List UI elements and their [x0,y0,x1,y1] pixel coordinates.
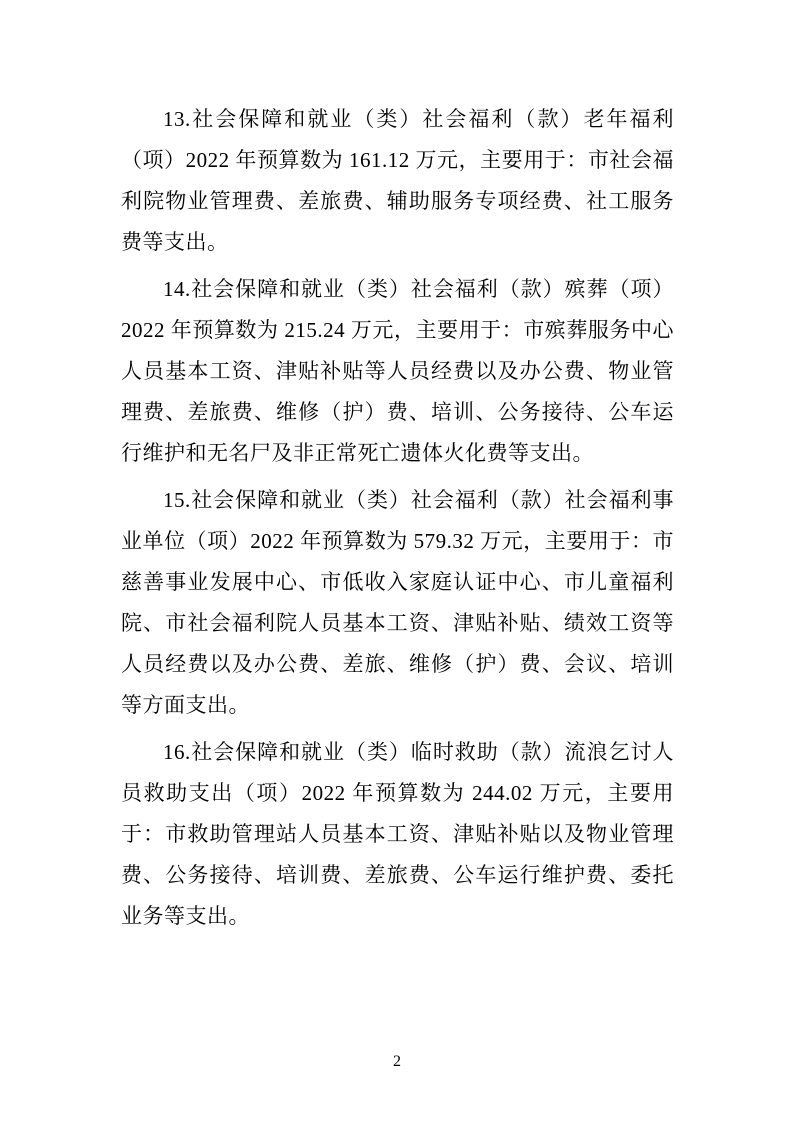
paragraph-item-16: 16.社会保障和就业（类）临时救助（款）流浪乞讨人员救助支出（项）2022 年预算数为 244.02 万元，主要用于：市救助管理站人员基本工资、津贴补贴以及物业管理费、公务接待、培训费、差旅费、公车运行维护费、委托业务等支出。 [121,740,674,928]
paragraph-item-15: 15.社会保障和就业（类）社会福利（款）社会福利事业单位（项）2022 年预算数为 579.32 万元，主要用于：市慈善事业发展中心、市低收入家庭认证中心、市儿童福利院、市社会福利院人员基本工资、津贴补贴、绩效工资等人员经费以及办公费、差旅、维修（护）费、会议、培训等方面支出。 [121,488,674,717]
paragraph-item-13: 13.社会保障和就业（类）社会福利（款）老年福利（项）2022 年预算数为 161.12 万元，主要用于：市社会福利院物业管理费、差旅费、辅助服务专项经费、社工服务费等支出。 [121,107,674,254]
page-footer [0,1052,794,1072]
document-body [121,99,674,937]
page-number: 2 [393,1053,401,1070]
paragraph-item-14: 14.社会保障和就业（类）社会福利（款）殡葬（项）2022 年预算数为 215.24 万元，主要用于：市殡葬服务中心人员基本工资、津贴补贴等人员经费以及办公费、物业管理费、差旅费、维修（护）费、培训、公务接待、公车运行维护和无名尸及非正常死亡遗体火化费等支出。 [121,277,674,465]
